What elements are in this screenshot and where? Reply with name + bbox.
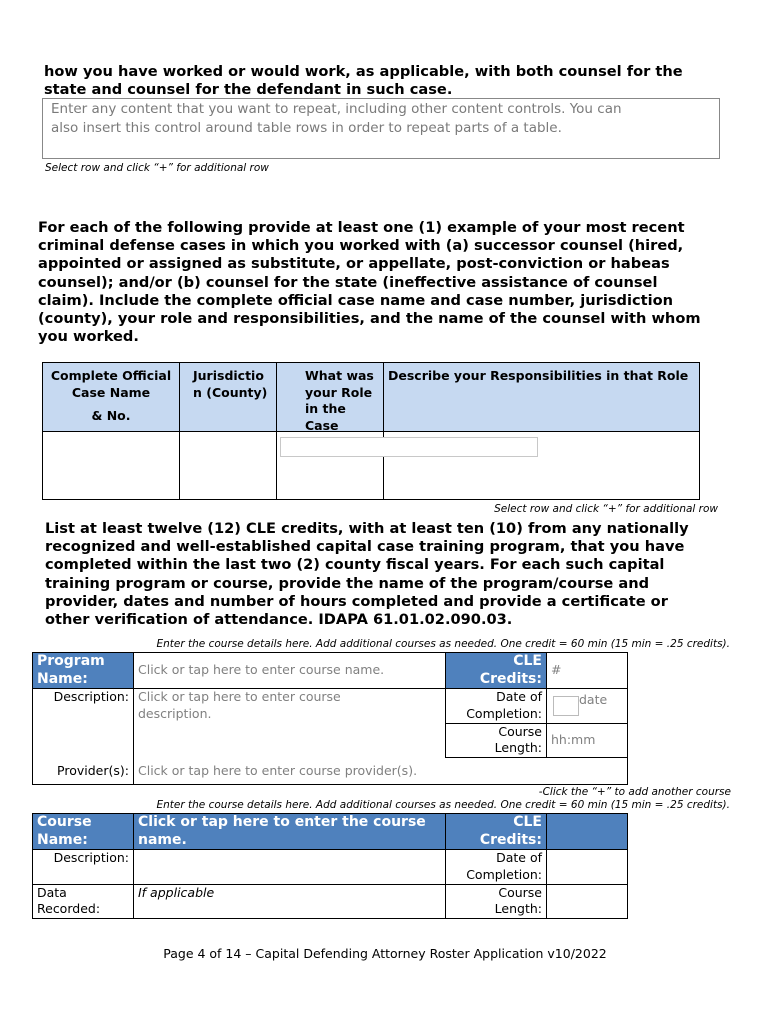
section1-heading: how you have worked or would work, as applicable, with both counsel for the state and counsel for the defendant in such case. (44, 63, 683, 99)
course-instruction-2: Enter the course details here. Add additional courses as needed. One credit = 60 min (15 min = .25 credits). (156, 799, 730, 811)
course2-date-completion-label: Date of Completion: (446, 850, 547, 885)
course2-cle-credits-input[interactable] (547, 814, 628, 850)
course2-length-input[interactable] (547, 884, 628, 919)
col-case-name-header: Complete Official Case Name & No. (43, 363, 180, 432)
case-name-cell[interactable] (43, 432, 180, 500)
col-role-header: What was your Role in the Case (277, 363, 384, 432)
course2-description-input[interactable] (134, 850, 446, 885)
course2-table (32, 813, 628, 919)
repeat-placeholder-line1: Enter any content that you want to repeat, including other content controls. You can (51, 101, 622, 117)
jurisdiction-cell[interactable] (180, 432, 277, 500)
role-input-field[interactable] (280, 437, 538, 457)
page-footer: Page 4 of 14 – Capital Defending Attorney Roster Application v10/2022 (163, 946, 607, 961)
section2-row-hint: Select row and click “+” for additional row (494, 503, 718, 515)
cases-table (42, 362, 700, 500)
provider-label: Provider(s): (33, 758, 134, 785)
data-recorded-input[interactable]: If applicable (134, 884, 446, 919)
cle-credits-label: CLE Credits: (446, 653, 547, 689)
section3-heading: List at least twelve (12) CLE credits, with at least ten (10) from any nationally recognized and well-established capital case training program, that you have completed within the last two (2) county fiscal years. For each such capital training program or course, provide the name of the program/course and provider, dates and number of hours completed and provide a certificate or other verification of attendance. IDAPA 61.01.02.090.03. (45, 520, 689, 629)
date-completion-label: Date of Completion: (446, 689, 547, 724)
course-length-input[interactable]: hh:mm (547, 723, 628, 758)
add-course-hint: -Click the “+” to add another course (538, 786, 731, 798)
repeat-placeholder-line2: also insert this control around table rows in order to repeat parts of a table. (51, 120, 562, 136)
date-completion-input[interactable]: date (547, 689, 628, 724)
section1-row-hint: Select row and click “+” for additional row (45, 162, 269, 174)
course2-length-label: Course Length: (446, 884, 547, 919)
course-name-input[interactable]: Click or tap here to enter the course name. (134, 814, 446, 850)
data-recorded-label: Data Recorded: (33, 884, 134, 919)
section2-heading: For each of the following provide at least one (1) example of your most recent criminal defense cases in which you worked with (a) successor counsel (hired, appointed or assigned as substitute, or appellate, post-conviction or habeas counsel); and/or (b) counsel for the state (ineffective assistance of counsel claim). Include the complete official case name and case number, jurisdiction (county), your role and responsibilities, and the name of the counsel with whom you worked. (38, 219, 701, 346)
course-name-label: Course Name: (33, 814, 134, 850)
description-input[interactable]: Click or tap here to enter course description. (134, 689, 446, 758)
course2-date-completion-input[interactable] (547, 850, 628, 885)
repeating-content-control[interactable] (42, 98, 720, 159)
course-instruction: Enter the course details here. Add additional courses as needed. One credit = 60 min (15 min = .25 credits). (156, 638, 730, 650)
program-name-input[interactable]: Click or tap here to enter course name. (134, 653, 446, 689)
course2-cle-credits-label: CLE Credits: (446, 814, 547, 850)
provider-input[interactable]: Click or tap here to enter course provider(s). (134, 758, 628, 785)
course1-table (32, 652, 628, 785)
date-picker-box[interactable] (553, 696, 579, 716)
course-length-label: Course Length: (446, 723, 547, 758)
program-name-label: Program Name: (33, 653, 134, 689)
col-responsibilities-header: Describe your Responsibilities in that Role (384, 363, 700, 432)
col-jurisdiction-header: Jurisdictio n (County) (180, 363, 277, 432)
description-label: Description: (33, 689, 134, 758)
course2-description-label: Description: (33, 850, 134, 885)
cle-credits-input[interactable]: # (547, 653, 628, 689)
